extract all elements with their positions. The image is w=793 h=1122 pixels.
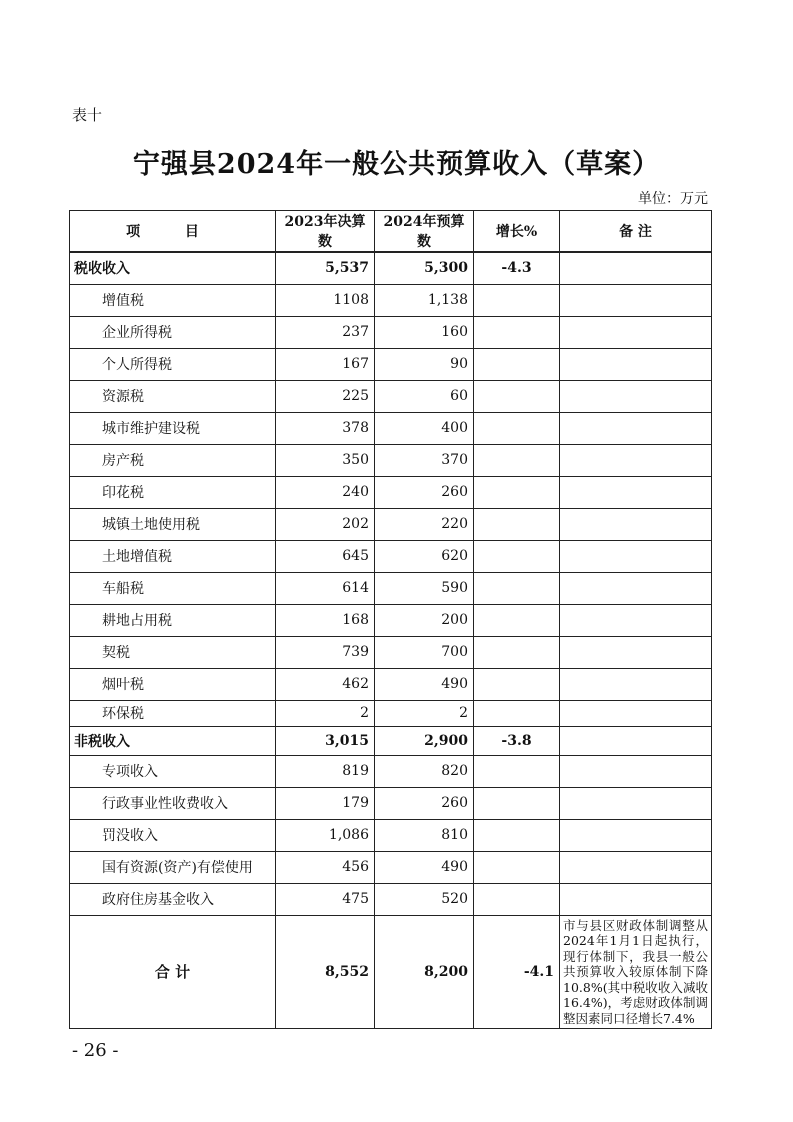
row-actual-2023: 462: [276, 668, 375, 700]
row-actual-2023: 456: [276, 851, 375, 883]
row-actual-2023: 237: [276, 316, 375, 348]
total-actual-2023: 8,552: [276, 915, 375, 1029]
table-row: [70, 412, 712, 444]
row-budget-2024: 400: [375, 412, 474, 444]
row-actual-2023: 167: [276, 348, 375, 380]
row-actual-2023: 378: [276, 412, 375, 444]
row-note: [560, 540, 712, 572]
row-item-name: 耕地占用税: [70, 604, 276, 636]
row-growth: [474, 755, 560, 787]
row-growth: [474, 700, 560, 726]
row-growth: [474, 316, 560, 348]
row-item-name: 城市维护建设税: [70, 412, 276, 444]
row-note: [560, 348, 712, 380]
table-row: [70, 819, 712, 851]
row-budget-2024: 260: [375, 476, 474, 508]
budget-table: [69, 210, 712, 1029]
row-budget-2024: 2,900: [375, 726, 474, 755]
row-item-name: 房产税: [70, 444, 276, 476]
row-growth: -3.8: [474, 726, 560, 755]
table-row: [70, 755, 712, 787]
header-actual-2023: 2023年决算数: [276, 211, 375, 253]
table-row: [70, 883, 712, 915]
row-actual-2023: 168: [276, 604, 375, 636]
table-row: [70, 476, 712, 508]
row-note: [560, 252, 712, 284]
row-growth: [474, 508, 560, 540]
row-actual-2023: 3,015: [276, 726, 375, 755]
table-row: [70, 787, 712, 819]
row-note: [560, 316, 712, 348]
row-growth: [474, 851, 560, 883]
row-note: [560, 572, 712, 604]
row-budget-2024: 220: [375, 508, 474, 540]
row-growth: [474, 668, 560, 700]
row-growth: [474, 444, 560, 476]
table-row: [70, 668, 712, 700]
row-note: [560, 819, 712, 851]
row-budget-2024: 810: [375, 819, 474, 851]
row-actual-2023: 1108: [276, 284, 375, 316]
table-row: [70, 572, 712, 604]
table-row: [70, 284, 712, 316]
row-note: [560, 284, 712, 316]
row-note: [560, 787, 712, 819]
row-actual-2023: 350: [276, 444, 375, 476]
row-note: [560, 380, 712, 412]
row-actual-2023: 2: [276, 700, 375, 726]
row-growth: [474, 476, 560, 508]
row-budget-2024: 90: [375, 348, 474, 380]
total-budget-2024: 8,200: [375, 915, 474, 1029]
row-note: [560, 508, 712, 540]
row-actual-2023: 645: [276, 540, 375, 572]
row-budget-2024: 820: [375, 755, 474, 787]
row-item-name: 非税收入: [70, 726, 276, 755]
row-actual-2023: 614: [276, 572, 375, 604]
row-actual-2023: 5,537: [276, 252, 375, 284]
header-budget-2024: 2024年预算数: [375, 211, 474, 253]
row-actual-2023: 1,086: [276, 819, 375, 851]
row-budget-2024: 700: [375, 636, 474, 668]
row-actual-2023: 240: [276, 476, 375, 508]
row-budget-2024: 5,300: [375, 252, 474, 284]
row-budget-2024: 490: [375, 668, 474, 700]
row-item-name: 车船税: [70, 572, 276, 604]
table-row-total: [70, 915, 712, 1029]
row-note: [560, 755, 712, 787]
row-budget-2024: 2: [375, 700, 474, 726]
row-note: [560, 883, 712, 915]
table-row-category: [70, 252, 712, 284]
row-note: [560, 636, 712, 668]
row-growth: [474, 819, 560, 851]
header-growth: 增长%: [474, 211, 560, 253]
row-growth: [474, 787, 560, 819]
row-growth: -4.3: [474, 252, 560, 284]
row-growth: [474, 604, 560, 636]
table-row: [70, 700, 712, 726]
row-note: [560, 726, 712, 755]
table-row-category: [70, 726, 712, 755]
row-item-name: 国有资源(资产)有偿使用: [70, 851, 276, 883]
row-budget-2024: 60: [375, 380, 474, 412]
row-budget-2024: 1,138: [375, 284, 474, 316]
row-item-name: 契税: [70, 636, 276, 668]
row-item-name: 企业所得税: [70, 316, 276, 348]
row-budget-2024: 370: [375, 444, 474, 476]
row-growth: [474, 636, 560, 668]
row-item-name: 税收收入: [70, 252, 276, 284]
row-note: [560, 700, 712, 726]
row-budget-2024: 590: [375, 572, 474, 604]
total-note: 市与县区财政体制调整从2024年1月1日起执行，现行体制下，我县一般公共预算收入较原体制下降10.8%(其中税收收入减收16.4%)，考虑财政体制调整因素同口径增长7.4%: [560, 915, 712, 1029]
row-item-name: 城镇土地使用税: [70, 508, 276, 540]
row-item-name: 资源税: [70, 380, 276, 412]
row-budget-2024: 200: [375, 604, 474, 636]
row-item-name: 烟叶税: [70, 668, 276, 700]
table-row: [70, 636, 712, 668]
row-budget-2024: 260: [375, 787, 474, 819]
row-growth: [474, 540, 560, 572]
table-row: [70, 851, 712, 883]
row-item-name: 增值税: [70, 284, 276, 316]
header-note: 备 注: [560, 211, 712, 253]
table-row: [70, 540, 712, 572]
row-actual-2023: 202: [276, 508, 375, 540]
row-growth: [474, 883, 560, 915]
row-item-name: 政府住房基金收入: [70, 883, 276, 915]
page-title: 宁强县2024年一般公共预算收入（草案）: [132, 149, 661, 180]
row-item-name: 专项收入: [70, 755, 276, 787]
row-growth: [474, 572, 560, 604]
row-growth: [474, 348, 560, 380]
row-actual-2023: 819: [276, 755, 375, 787]
row-item-name: 环保税: [70, 700, 276, 726]
row-note: [560, 412, 712, 444]
table-row: [70, 444, 712, 476]
row-note: [560, 851, 712, 883]
row-actual-2023: 739: [276, 636, 375, 668]
total-label: 合 计: [70, 915, 276, 1029]
table-row: [70, 348, 712, 380]
table-row: [70, 380, 712, 412]
header-item: 项 目: [70, 211, 276, 253]
total-growth: -4.1: [474, 915, 560, 1029]
row-budget-2024: 520: [375, 883, 474, 915]
unit-label: 单位：万元: [638, 191, 708, 207]
row-note: [560, 476, 712, 508]
row-item-name: 印花税: [70, 476, 276, 508]
table-row: [70, 316, 712, 348]
page-number: - 26 -: [72, 1040, 119, 1061]
row-item-name: 个人所得税: [70, 348, 276, 380]
table-body: [70, 252, 712, 1029]
row-item-name: 行政事业性收费收入: [70, 787, 276, 819]
row-budget-2024: 620: [375, 540, 474, 572]
row-budget-2024: 490: [375, 851, 474, 883]
row-actual-2023: 179: [276, 787, 375, 819]
table-label: 表十: [72, 106, 103, 124]
row-budget-2024: 160: [375, 316, 474, 348]
table-row: [70, 508, 712, 540]
row-note: [560, 604, 712, 636]
row-growth: [474, 412, 560, 444]
row-item-name: 罚没收入: [70, 819, 276, 851]
row-note: [560, 668, 712, 700]
table-header-row: [70, 211, 712, 253]
row-growth: [474, 284, 560, 316]
row-actual-2023: 475: [276, 883, 375, 915]
row-actual-2023: 225: [276, 380, 375, 412]
table-row: [70, 604, 712, 636]
row-growth: [474, 380, 560, 412]
row-note: [560, 444, 712, 476]
row-item-name: 土地增值税: [70, 540, 276, 572]
